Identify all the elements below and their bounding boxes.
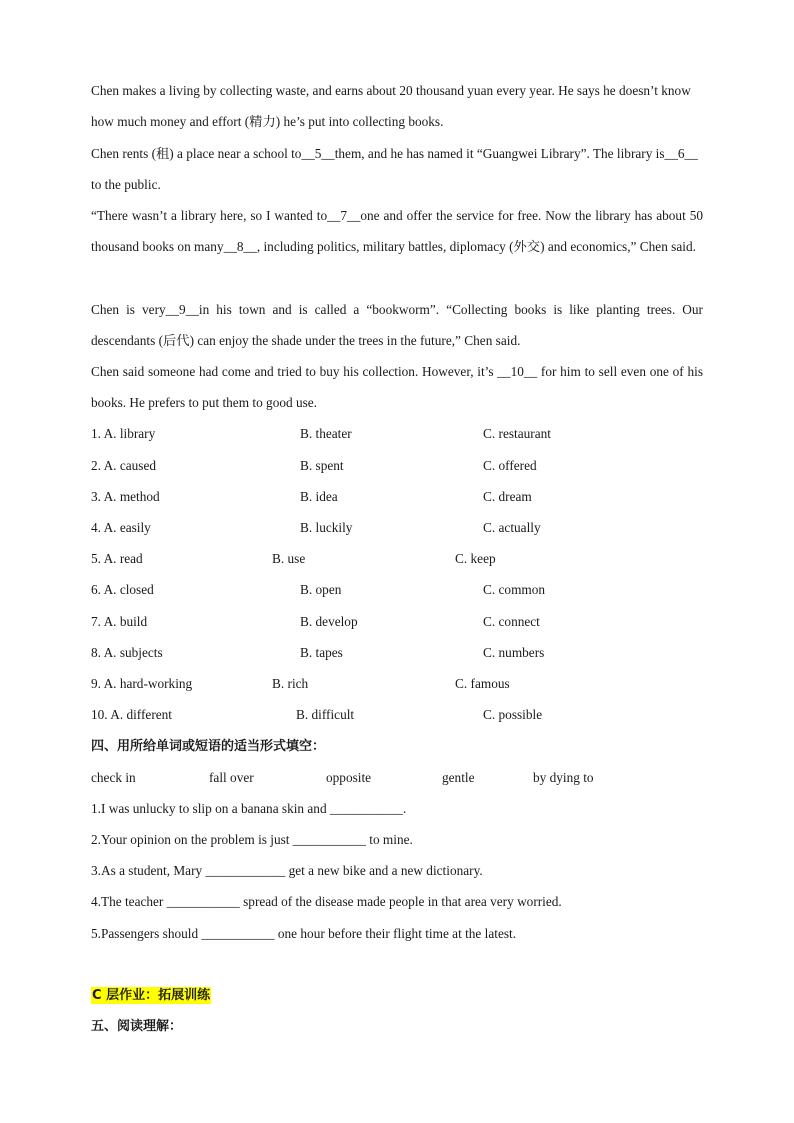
passage-paragraph-1: Chen makes a living by collecting waste, and earns about 20 thousand yuan every year. He says he doesn’t know how much money and effort (精力) he’s put into collecting books. [91,83,691,129]
question-option-a: 5. A. read [91,551,143,566]
question-option-b: B. spent [300,458,344,473]
question-option-c: C. numbers [483,645,545,660]
question-option-c: C. actually [483,520,541,535]
word-bank-item: check in [91,770,136,785]
fill-sentence: 4.The teacher ___________ spread of the disease made people in that area very worried. [91,894,562,909]
question-option-c: C. offered [483,458,537,473]
question-option-c: C. possible [483,707,543,722]
question-option-a: 1. A. library [91,426,156,441]
question-option-c: C. connect [483,614,540,629]
question-option-c: C. keep [455,551,496,566]
question-option-a: 9. A. hard-working [91,676,193,691]
word-bank-item: gentle [442,770,475,785]
question-option-c: C. restaurant [483,426,551,441]
section-c-title [91,987,211,1005]
word-bank-item: opposite [326,770,372,785]
question-option-b: B. difficult [296,707,355,722]
question-option-b: B. tapes [300,645,343,660]
section-c-highlight: C 层作业：拓展训练 [92,988,211,1003]
question-option-a: 6. A. closed [91,582,154,597]
question-option-a: 3. A. method [91,489,160,504]
question-option-b: B. develop [300,614,358,629]
question-option-b: B. use [272,551,306,566]
passage-paragraph-4: Chen is very__9__in his town and is called a “bookworm”. “Collecting books is like planting trees. Our descendants (后代) can enjoy the shade under the trees in the future,” Chen said. [91,302,703,348]
question-option-a: 8. A. subjects [91,645,163,660]
passage-paragraph-3: “There wasn’t a library here, so I wanted to__7__one and offer the service for free. Now the library has about 50 thousand books on many__8__, including politics, military battles, diplomacy (外交) and economics,” Chen said. [91,208,703,254]
word-bank-item: by dying to [533,770,594,785]
word-bank-item: fall over [209,770,254,785]
passage-paragraph-2: Chen rents (租) a place near a school to__5__them, and he has named it “Guangwei Library”. The library is__6__ to the public. [91,146,698,192]
section-4-title: 四、用所给单词或短语的适当形式填空： [91,739,326,754]
question-option-b: B. rich [272,676,309,691]
question-option-c: C. common [483,582,546,597]
fill-sentence: 3.As a student, Mary ____________ get a new bike and a new dictionary. [91,863,483,878]
passage-paragraph-5: Chen said someone had come and tried to buy his collection. However, it’s __10__ for him to sell even one of his books. He prefers to put them to good use. [91,364,703,410]
question-option-a: 2. A. caused [91,458,156,473]
question-option-b: B. open [300,582,342,597]
question-option-a: 7. A. build [91,614,148,629]
question-option-a: 4. A. easily [91,520,151,535]
fill-sentence: 1.I was unlucky to slip on a banana skin and ___________. [91,801,407,816]
question-option-b: B. luckily [300,520,353,535]
question-option-c: C. dream [483,489,532,504]
fill-sentence: 5.Passengers should ___________ one hour before their flight time at the latest. [91,926,517,941]
section-5-title: 五、阅读理解： [91,1019,183,1034]
question-option-b: B. idea [300,489,338,504]
question-option-b: B. theater [300,426,352,441]
question-option-c: C. famous [455,676,510,691]
question-option-a: 10. A. different [91,707,172,722]
fill-sentence: 2.Your opinion on the problem is just ___________ to mine. [91,832,413,847]
